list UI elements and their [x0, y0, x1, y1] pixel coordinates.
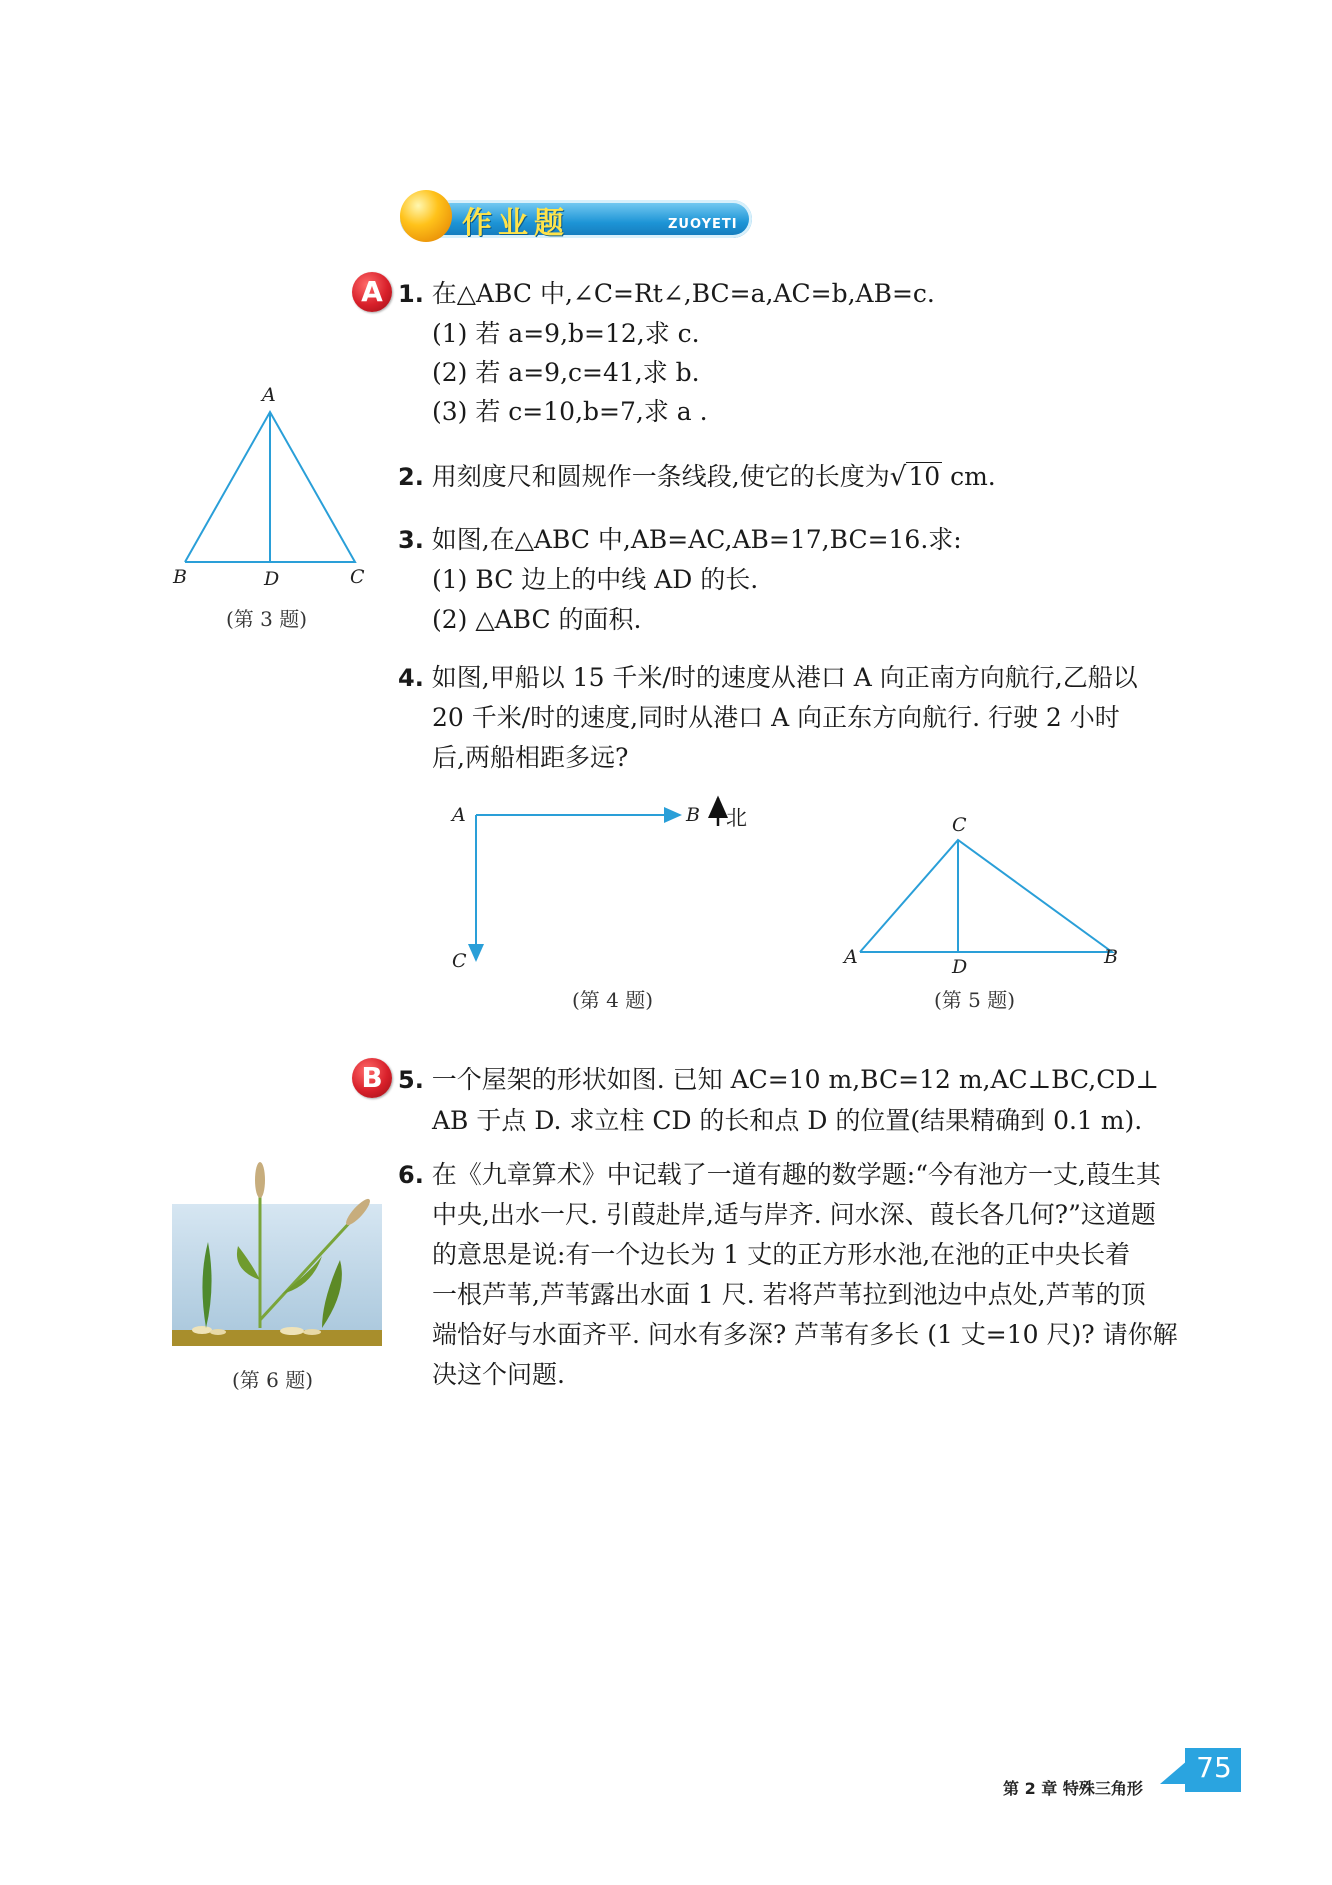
- problem-2: [398, 459, 996, 495]
- problem-2-unit: cm.: [950, 462, 996, 491]
- problem-1-part-3: (3) 若 c=10,b=7,求 a .: [432, 397, 708, 426]
- problem-1-part-2: (2) 若 a=9,c=41,求 b.: [432, 358, 700, 387]
- figure-5-caption: (第 5 题): [934, 988, 1016, 1012]
- figure-6-caption: (第 6 题): [232, 1368, 314, 1392]
- pebble: [303, 1329, 321, 1335]
- fig5-label-b: B: [1104, 946, 1118, 968]
- problem-5: [398, 1062, 1159, 1098]
- problem-6-line-2: 中央,出水一尺. 引葭赴岸,适与岸齐. 问水深、葭长各几何?”这道题: [432, 1200, 1156, 1229]
- problem-2-radicand: 10: [908, 462, 941, 491]
- fig3-label-d: D: [264, 568, 280, 590]
- problem-5-number: 5.: [398, 1066, 424, 1094]
- fig4-label-c: C: [452, 950, 467, 972]
- section-subtitle: ZUOYETI: [668, 217, 738, 232]
- reed-plume-icon: [255, 1162, 265, 1198]
- problem-5-line-2: AB 于点 D. 求立柱 CD 的长和点 D 的位置(结果精确到 0.1 m).: [432, 1106, 1143, 1135]
- problem-1-part-1: (1) 若 a=9,b=12,求 c.: [432, 319, 700, 348]
- fig3-label-c: C: [350, 566, 365, 588]
- problem-5-line-1: 一个屋架的形状如图. 已知 AC=10 m,BC=12 m,AC⊥BC,CD⊥: [431, 1065, 1159, 1094]
- problem-6-line-3: 的意思是说:有一个边长为 1 丈的正方形水池,在池的正中央长着: [432, 1240, 1131, 1269]
- problem-6-line-5: 端恰好与水面齐平. 问水有多深? 芦苇有多长 (1 丈=10 尺)? 请你解: [432, 1320, 1178, 1349]
- problem-1: [398, 276, 935, 312]
- problem-3-part-1: (1) BC 边上的中线 AD 的长.: [432, 565, 759, 594]
- problem-6-line-6: 决这个问题.: [432, 1360, 565, 1389]
- problem-4-line-1: 如图,甲船以 15 千米/时的速度从港口 A 向正南方向航行,乙船以: [431, 663, 1138, 692]
- fig5-label-c: C: [952, 814, 967, 836]
- problem-2-text: 用刻度尺和圆规作一条线段,使它的长度为: [431, 462, 890, 491]
- orange-ball-icon: [400, 190, 452, 242]
- problem-4-number: 4.: [398, 664, 424, 692]
- problem-1-stem: 在△ABC 中,∠C=Rt∠,BC=a,AC=b,AB=c.: [431, 279, 935, 308]
- fig4-label-b: B: [686, 804, 700, 826]
- pebble: [210, 1329, 226, 1335]
- problem-3-stem: 如图,在△ABC 中,AB=AC,AB=17,BC=16.求:: [431, 525, 962, 554]
- section-a-badge: A: [352, 272, 392, 312]
- figure-5-triangle: [840, 820, 1130, 970]
- problem-1-number: 1.: [398, 280, 424, 308]
- problem-3-part-2: (2) △ABC 的面积.: [432, 605, 642, 634]
- sqrt-sign-icon: √: [889, 462, 907, 492]
- problem-4-line-3: 后,两船相距多远?: [432, 743, 629, 772]
- problem-4: [398, 660, 1138, 696]
- fig4-label-a: A: [452, 804, 466, 826]
- truss-abc: [860, 840, 1112, 952]
- figure-4-caption: (第 4 题): [572, 988, 654, 1012]
- section-title: 作业题: [462, 206, 570, 241]
- problem-6-number: 6.: [398, 1161, 424, 1189]
- problem-6-line-1: 在《九章算术》中记载了一道有趣的数学题:“今有池方一丈,葭生其: [431, 1160, 1161, 1189]
- figure-6-reed-illustration: [172, 1160, 384, 1355]
- pebble: [192, 1326, 212, 1334]
- fig3-label-b: B: [173, 566, 187, 588]
- problem-3-number: 3.: [398, 526, 424, 554]
- fig4-label-north: 北: [726, 806, 747, 830]
- pebble: [280, 1327, 304, 1335]
- section-b-badge: B: [352, 1058, 392, 1098]
- fig3-label-a: A: [262, 384, 276, 406]
- fig5-label-a: A: [844, 946, 858, 968]
- problem-3: [398, 522, 962, 558]
- page-number: 75: [1196, 1751, 1232, 1784]
- problem-2-number: 2.: [398, 463, 424, 491]
- chapter-footer: 第 2 章 特殊三角形: [1003, 1779, 1143, 1798]
- fig5-label-d: D: [952, 956, 968, 978]
- problem-6: [398, 1157, 1161, 1193]
- figure-3-caption: (第 3 题): [226, 607, 308, 631]
- problem-4-line-2: 20 千米/时的速度,同时从港口 A 向正东方向航行. 行驶 2 小时: [432, 703, 1120, 732]
- problem-6-line-4: 一根芦苇,芦苇露出水面 1 尺. 若将芦苇拉到池边中点处,芦苇的顶: [432, 1280, 1146, 1309]
